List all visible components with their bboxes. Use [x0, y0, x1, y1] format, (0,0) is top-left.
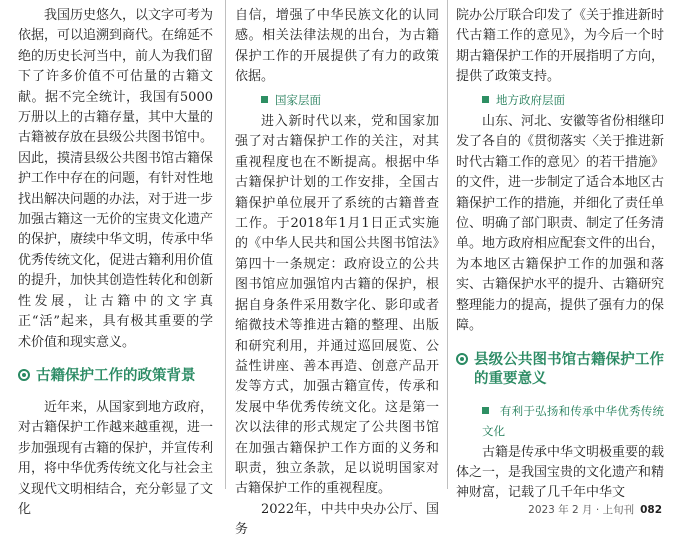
square-bullet-icon [482, 407, 489, 414]
subheading [482, 401, 664, 441]
body-paragraph: 自信，增强了中华民族文化的认同感。相关法律法规的出台，为古籍保护工作的开展提供了有力的政策依据。 [235, 8, 439, 85]
subheading-text: 地方政府层面 [496, 92, 565, 107]
ring-dot-icon [18, 369, 30, 381]
ring-dot-icon [456, 353, 468, 365]
issue-date: 2023 年 2 月 · 上旬刊 [528, 504, 635, 516]
column-1 [18, 6, 214, 517]
body-paragraph: 进入新时代以来，党和国家加强了对古籍保护工作的关注，对其重视程度也在不断提高。根据中华古籍保护计划的工作安排，全国古籍保护单位展开了系统的古籍普查工作。于2018年1月1日正式实施的《中华人民共和国公共图书馆法》第四十一条规定：政府设立的公共图书馆应加强馆内古籍的保护，根据自身条件采用数字化、影印或者缩微技术等推进古籍的整理、出版和研究利用，并通过巡回展览、公益性讲座、善本再造、创意产品开发等方式，加强古籍宣传，传承和发展中华优秀传统文化。这是第一次以法律的形式规定了公共图书馆在加强古籍保护工作方面的义务和职责，独立条款，足以说明国家对古籍保护工作的重视程度。 [235, 114, 439, 497]
section-heading [18, 367, 213, 386]
subheading-text: 有利于弘扬和传承中华优秀传统文化 [482, 403, 665, 438]
body-paragraph: 古籍是传承中华文明极重要的载体之一，是我国宝贵的文化遗产和精神财富，记载了几千年中华文 [456, 444, 665, 501]
column-divider [225, 0, 226, 489]
body-paragraph: 2022年，中共中央办公厅、国务 [235, 501, 439, 538]
page-footer [528, 502, 662, 517]
column-3 [456, 6, 665, 501]
body-paragraph: 我国历史悠久，以文字可考为依据，可以追溯到商代。在绵延不绝的历史长河当中，前人为我们留下了许多价值不可估量的古籍文献。据不完全统计，我国有5000万册以上的古籍存量，其中大量的古籍被存放在县级公共图书馆中。因此，摸清县级公共图书馆古籍保护工作中存在的问题，有针对性地找出解决问题的办法，对于进一步加强古籍这一无价的宝贵文化遗产的保护，赓续中华文明，传承中华优秀传统文化，促进古籍利用价值的提升，加快其创造性转化和创新性发展，让古籍中的文字真正“活”起来，具有极其重要的学术价值和现实意义。 [18, 8, 214, 350]
section-heading-text: 古籍保护工作的政策背景 [36, 367, 196, 384]
page-number: 082 [640, 504, 662, 516]
body-paragraph: 山东、河北、安徽等省份相继印发了各自的《贯彻落实〈关于推进新时代古籍工作的意见〉的若干措施》的文件，进一步制定了适合本地区古籍保护工作的措施，并细化了责任单位、明确了部门职责、制定了任务清单。地方政府相应配套文件的出台，为本地区古籍保护工作的加强和落实、古籍保护水平的提升、古籍研究整理能力的提高，提供了强有力的保障。 [456, 114, 665, 334]
square-bullet-icon [482, 96, 489, 103]
body-paragraph: 院办公厅联合印发了《关于推进新时代古籍工作的意见》，为今后一个时期古籍保护工作的开展指明了方向，提供了政策支持。 [456, 8, 665, 85]
subheading-text: 国家层面 [275, 92, 321, 107]
body-paragraph: 近年来，从国家到地方政府，对古籍保护工作越来越重视，进一步加强现有古籍的保护，并宣传利用，将中华优秀传统文化与社会主义现代文明相结合，充分彰显了文化 [18, 399, 214, 517]
square-bullet-icon [261, 96, 268, 103]
section-heading [456, 351, 664, 389]
subheading [261, 90, 439, 110]
column-divider [447, 0, 448, 489]
section-heading-text: 县级公共图书馆古籍保护工作的重要意义 [474, 351, 664, 387]
subheading [482, 90, 664, 110]
column-2 [235, 6, 439, 538]
